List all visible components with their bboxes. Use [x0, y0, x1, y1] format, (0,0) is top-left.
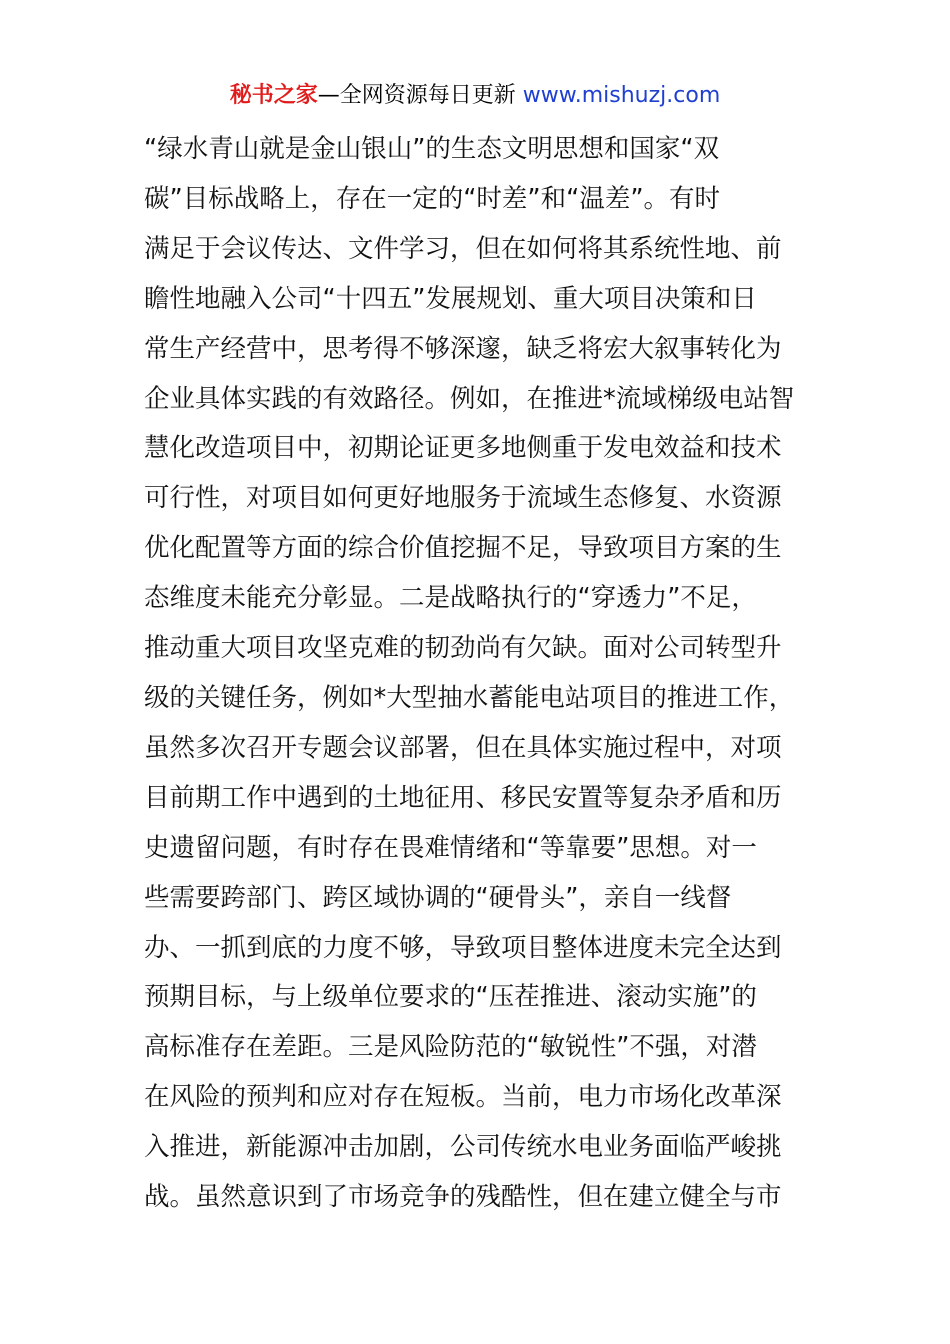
- body-line: 在风险的预判和应对存在短板。当前，电力市场化改革深: [144, 1082, 782, 1113]
- body-line: 满足于会议传达、文件学习，但在如何将其系统性地、前: [144, 233, 782, 264]
- body-line: 企业具体实践的有效路径。例如，在推进*流域梯级电站智: [144, 383, 795, 414]
- brand-name: 秘书之家: [229, 83, 318, 108]
- body-line: 高标准存在差距。三是风险防范的“敏锐性”不强，对潜: [144, 1032, 757, 1063]
- body-line: 优化配置等方面的综合价值挖掘不足，导致项目方案的生: [144, 533, 782, 564]
- body-line: 碳”目标战略上，存在一定的“时差”和“温差”。有时: [144, 183, 721, 214]
- document-body: [144, 125, 808, 1223]
- body-line: 预期目标，与上级单位要求的“压茬推进、滚动实施”的: [144, 982, 757, 1013]
- body-line: “绿水青山就是金山银山”的生态文明思想和国家“双: [144, 134, 720, 164]
- body-line: 常生产经营中，思考得不够深邃，缺乏将宏大叙事转化为: [144, 333, 782, 364]
- body-line: 慧化改造项目中，初期论证更多地侧重于发电效益和技术: [144, 433, 782, 464]
- header-tagline: —全网资源每日更新: [317, 83, 523, 108]
- body-line: 些需要跨部门、跨区域协调的“硬骨头”，亲自一线督: [144, 882, 732, 913]
- body-line: 推动重大项目攻坚克难的韧劲尚有欠缺。面对公司转型升: [144, 633, 782, 664]
- body-line: 态维度未能充分彰显。二是战略执行的“穿透力”不足，: [144, 583, 757, 614]
- body-line: 目前期工作中遇到的土地征用、移民安置等复杂矛盾和历: [144, 782, 782, 813]
- body-line: 战。虽然意识到了市场竞争的残酷性，但在建立健全与市: [144, 1182, 782, 1213]
- site-url-link[interactable]: www.mishuzj.com: [522, 83, 721, 108]
- body-line: 入推进，新能源冲击加剧，公司传统水电业务面临严峻挑: [144, 1132, 782, 1163]
- body-line: 可行性，对项目如何更好地服务于流域生态修复、水资源: [144, 483, 782, 514]
- body-line: 瞻性地融入公司“十四五”发展规划、重大项目决策和日: [144, 283, 757, 314]
- site-header: [0, 80, 950, 112]
- body-line: 级的关键任务，例如*大型抽水蓄能电站项目的推进工作，: [144, 682, 795, 713]
- body-line: 办、一抓到底的力度不够，导致项目整体进度未完全达到: [144, 932, 782, 963]
- body-line: 虽然多次召开专题会议部署，但在具体实施过程中，对项: [144, 732, 782, 763]
- body-line: 史遗留问题，有时存在畏难情绪和“等靠要”思想。对一: [144, 832, 757, 863]
